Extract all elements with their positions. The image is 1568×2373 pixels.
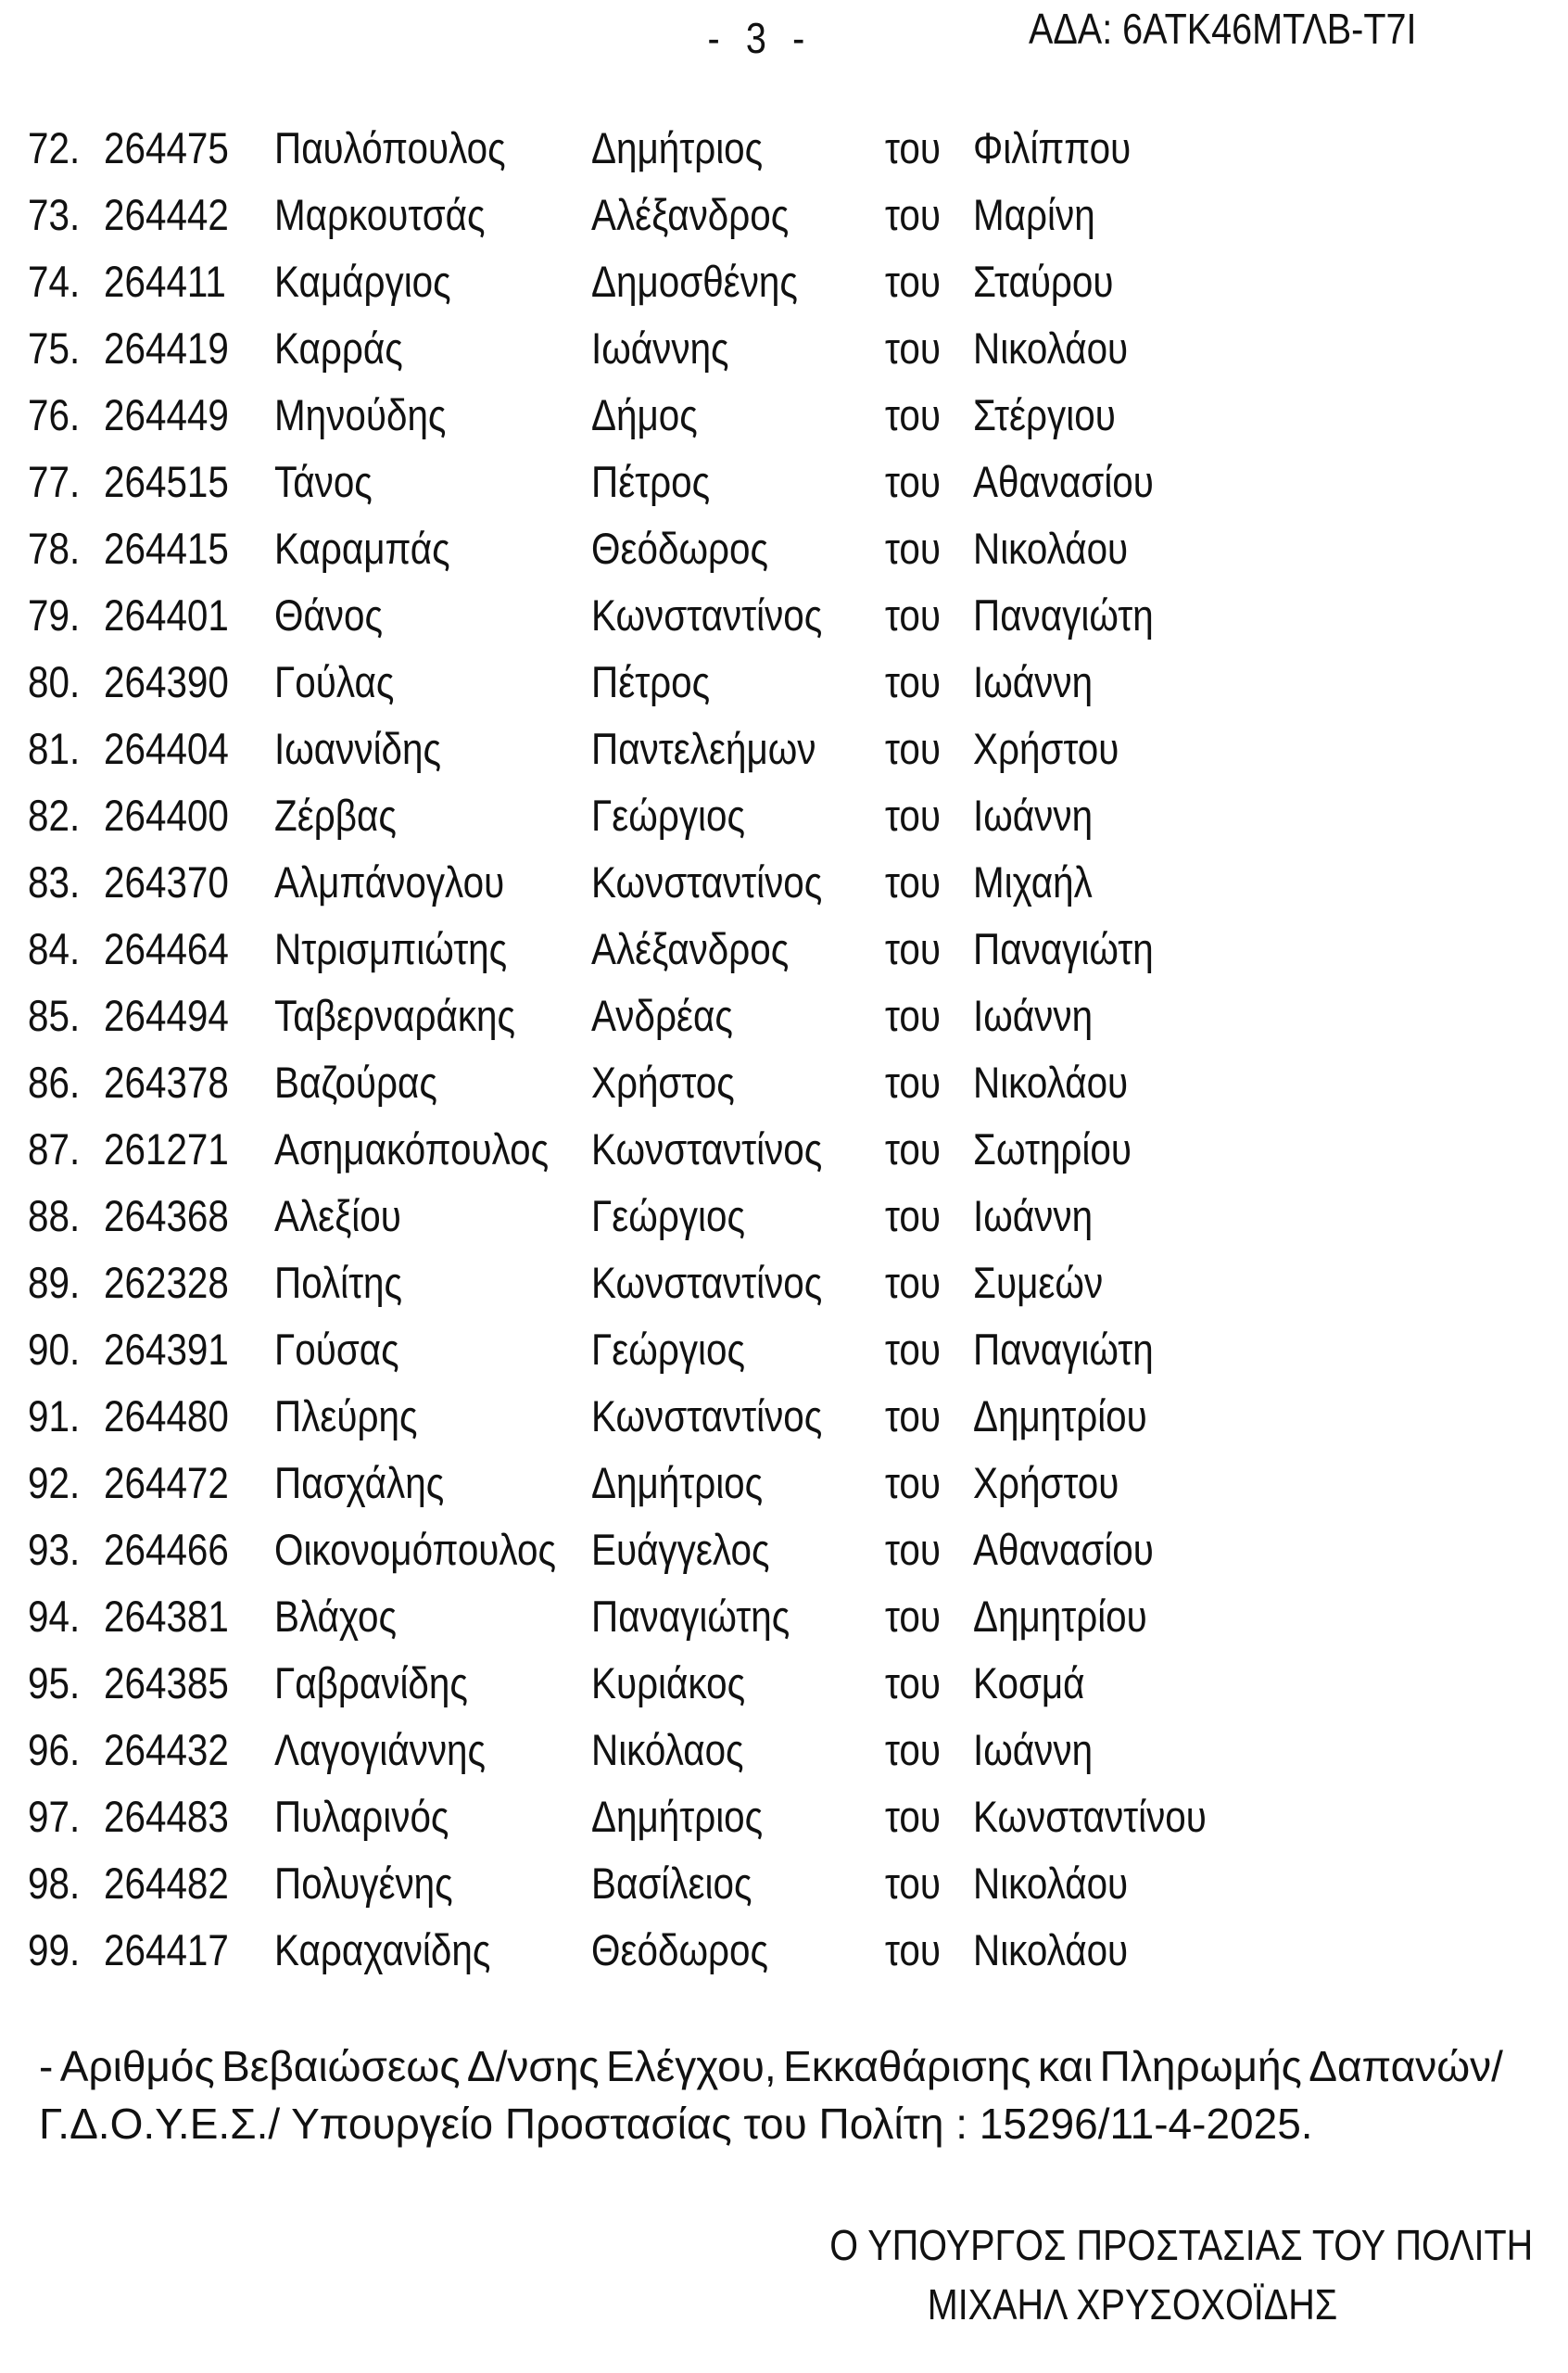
list-item bbox=[0, 1316, 1568, 1383]
row-number: 79. bbox=[28, 590, 81, 640]
signatory-name: ΜΙΧΑΗΛ ΧΡΥΣΟΧΟΪΔΗΣ bbox=[927, 2280, 1338, 2329]
registry-id: 264385 bbox=[104, 1658, 229, 1707]
first-name: Θεόδωρος bbox=[591, 1925, 768, 1974]
note-word: Δαπανών/ bbox=[1309, 2042, 1503, 2090]
personnel-list bbox=[0, 115, 1568, 1984]
row-number: 83. bbox=[28, 857, 81, 907]
registry-id: 264432 bbox=[104, 1725, 229, 1774]
list-item bbox=[0, 315, 1568, 382]
row-number: 87. bbox=[28, 1124, 81, 1174]
tou-word: του bbox=[885, 1725, 941, 1774]
row-number: 73. bbox=[28, 190, 81, 239]
certification-note bbox=[39, 2037, 1503, 2152]
registry-id: 261271 bbox=[104, 1124, 229, 1174]
list-item bbox=[0, 1783, 1568, 1850]
father-name: Ιωάννη bbox=[973, 791, 1094, 840]
first-name: Πέτρος bbox=[591, 457, 711, 506]
surname: Καμάργιος bbox=[274, 257, 451, 306]
father-name: Νικολάου bbox=[973, 524, 1129, 573]
list-item bbox=[0, 1383, 1568, 1450]
row-number: 88. bbox=[28, 1191, 81, 1240]
list-item bbox=[0, 1650, 1568, 1717]
first-name: Δημήτριος bbox=[591, 1458, 764, 1507]
row-number: 92. bbox=[28, 1458, 81, 1507]
registry-id: 264404 bbox=[104, 724, 229, 773]
row-number: 72. bbox=[28, 123, 81, 172]
surname: Γούσας bbox=[274, 1325, 399, 1374]
first-name: Πέτρος bbox=[591, 657, 711, 706]
registry-id: 264378 bbox=[104, 1058, 229, 1107]
surname: Τάνος bbox=[274, 457, 373, 506]
father-name: Μιχαήλ bbox=[973, 857, 1093, 907]
list-item bbox=[0, 1917, 1568, 1984]
surname: Λαγογιάννης bbox=[274, 1725, 486, 1774]
registry-id: 264515 bbox=[104, 457, 229, 506]
first-name: Παναγιώτης bbox=[591, 1592, 790, 1641]
surname: Οικονομόπουλος bbox=[274, 1525, 556, 1574]
registry-id: 264400 bbox=[104, 791, 229, 840]
note-line-2: Γ.Δ.Ο.Υ.Ε.Σ./ Υπουργείο Προστασίας του Πολίτη : 15296/11-4-2025. bbox=[39, 2100, 1313, 2148]
first-name: Δήμος bbox=[591, 390, 698, 439]
father-name: Σταύρου bbox=[973, 257, 1114, 306]
note-line-1 bbox=[39, 2037, 1503, 2095]
father-name: Νικολάου bbox=[973, 1859, 1129, 1908]
father-name: Ιωάννη bbox=[973, 1191, 1094, 1240]
surname: Παυλόπουλος bbox=[274, 123, 506, 172]
tou-word: του bbox=[885, 924, 941, 973]
surname: Αλεξίου bbox=[274, 1191, 401, 1240]
tou-word: του bbox=[885, 1859, 941, 1908]
surname: Βαζούρας bbox=[274, 1058, 437, 1107]
row-number: 84. bbox=[28, 924, 81, 973]
list-item bbox=[0, 1183, 1568, 1250]
row-number: 77. bbox=[28, 457, 81, 506]
surname: Καραχανίδης bbox=[274, 1925, 491, 1974]
surname: Ιωαννίδης bbox=[274, 724, 442, 773]
registry-id: 264417 bbox=[104, 1925, 229, 1974]
first-name: Γεώργιος bbox=[591, 1191, 745, 1240]
tou-word: του bbox=[885, 1258, 941, 1307]
tou-word: του bbox=[885, 1391, 941, 1440]
father-name: Δημητρίου bbox=[973, 1592, 1147, 1641]
first-name: Κωνσταντίνος bbox=[591, 857, 823, 907]
row-number: 94. bbox=[28, 1592, 81, 1641]
row-number: 85. bbox=[28, 991, 81, 1040]
father-name: Παναγιώτη bbox=[973, 590, 1154, 640]
tou-word: του bbox=[885, 1058, 941, 1107]
tou-word: του bbox=[885, 1658, 941, 1707]
note-word: Βεβαιώσεως bbox=[221, 2042, 461, 2090]
surname: Γαβρανίδης bbox=[274, 1658, 468, 1707]
registry-id: 264494 bbox=[104, 991, 229, 1040]
row-number: 98. bbox=[28, 1859, 81, 1908]
first-name: Νικόλαος bbox=[591, 1725, 744, 1774]
father-name: Αθανασίου bbox=[973, 457, 1154, 506]
tou-word: του bbox=[885, 390, 941, 439]
registry-id: 264483 bbox=[104, 1792, 229, 1841]
row-number: 81. bbox=[28, 724, 81, 773]
list-item bbox=[0, 115, 1568, 182]
registry-id: 264442 bbox=[104, 190, 229, 239]
surname: Μηνούδης bbox=[274, 390, 447, 439]
father-name: Φιλίππου bbox=[973, 123, 1132, 172]
tou-word: του bbox=[885, 657, 941, 706]
tou-word: του bbox=[885, 1792, 941, 1841]
list-item bbox=[0, 582, 1568, 649]
row-number: 91. bbox=[28, 1391, 81, 1440]
first-name: Κωνσταντίνος bbox=[591, 1391, 823, 1440]
list-item bbox=[0, 1850, 1568, 1917]
registry-id: 264368 bbox=[104, 1191, 229, 1240]
registry-id: 264466 bbox=[104, 1525, 229, 1574]
surname: Πολίτης bbox=[274, 1258, 403, 1307]
list-item bbox=[0, 1583, 1568, 1650]
registry-id: 262328 bbox=[104, 1258, 229, 1307]
first-name: Αλέξανδρος bbox=[591, 190, 790, 239]
tou-word: του bbox=[885, 1925, 941, 1974]
registry-id: 264391 bbox=[104, 1325, 229, 1374]
surname: Θάνος bbox=[274, 590, 383, 640]
list-item bbox=[0, 983, 1568, 1049]
row-number: 75. bbox=[28, 324, 81, 373]
first-name: Ιωάννης bbox=[591, 324, 729, 373]
surname: Πολυγένης bbox=[274, 1859, 453, 1908]
tou-word: του bbox=[885, 190, 941, 239]
father-name: Χρήστου bbox=[973, 724, 1119, 773]
list-item bbox=[0, 382, 1568, 449]
surname: Πασχάλης bbox=[274, 1458, 445, 1507]
list-item bbox=[0, 449, 1568, 515]
first-name: Κωνσταντίνος bbox=[591, 590, 823, 640]
list-item bbox=[0, 1250, 1568, 1316]
row-number: 74. bbox=[28, 257, 81, 306]
registry-id: 264411 bbox=[104, 257, 226, 306]
signatory-title: Ο ΥΠΟΥΡΓΟΣ ΠΡΟΣΤΑΣΙΑΣ ΤΟΥ ΠΟΛΙΤΗ bbox=[829, 2221, 1534, 2269]
note-word: - bbox=[39, 2042, 54, 2090]
father-name: Παναγιώτη bbox=[973, 1325, 1154, 1374]
father-name: Ιωάννη bbox=[973, 991, 1094, 1040]
first-name: Κωνσταντίνος bbox=[591, 1124, 823, 1174]
note-word: Εκκαθάρισης bbox=[783, 2042, 1031, 2090]
registry-id: 264401 bbox=[104, 590, 229, 640]
note-word: Ελέγχου, bbox=[606, 2042, 777, 2090]
first-name: Κυριάκος bbox=[591, 1658, 746, 1707]
list-item bbox=[0, 1116, 1568, 1183]
surname: Καραμπάς bbox=[274, 524, 450, 573]
ada-code: ΑΔΑ: 6ΑΤΚ46ΜΤΛΒ-Τ7Ι bbox=[1029, 5, 1417, 53]
tou-word: του bbox=[885, 590, 941, 640]
first-name: Αλέξανδρος bbox=[591, 924, 790, 973]
row-number: 97. bbox=[28, 1792, 81, 1841]
tou-word: του bbox=[885, 324, 941, 373]
first-name: Δημήτριος bbox=[591, 123, 764, 172]
note-word: Πληρωμής bbox=[1099, 2042, 1302, 2090]
row-number: 90. bbox=[28, 1325, 81, 1374]
surname: Πυλαρινός bbox=[274, 1792, 449, 1841]
row-number: 78. bbox=[28, 524, 81, 573]
tou-word: του bbox=[885, 991, 941, 1040]
father-name: Στέργιου bbox=[973, 390, 1116, 439]
tou-word: του bbox=[885, 1325, 941, 1374]
note-word: Αριθμός bbox=[59, 2042, 215, 2090]
surname: Γούλας bbox=[274, 657, 395, 706]
surname: Ντρισμπιώτης bbox=[274, 924, 508, 973]
surname: Καρράς bbox=[274, 324, 403, 373]
first-name: Βασίλειος bbox=[591, 1859, 752, 1908]
tou-word: του bbox=[885, 1191, 941, 1240]
list-item bbox=[0, 649, 1568, 716]
note-word: Δ/νσης bbox=[466, 2042, 600, 2090]
father-name: Κοσμά bbox=[973, 1658, 1085, 1707]
first-name: Δημήτριος bbox=[591, 1792, 764, 1841]
list-item bbox=[0, 1717, 1568, 1783]
surname: Βλάχος bbox=[274, 1592, 398, 1641]
note-word: και bbox=[1037, 2042, 1094, 2090]
registry-id: 264390 bbox=[104, 657, 229, 706]
father-name: Παναγιώτη bbox=[973, 924, 1154, 973]
father-name: Νικολάου bbox=[973, 1058, 1129, 1107]
tou-word: του bbox=[885, 457, 941, 506]
list-item bbox=[0, 1516, 1568, 1583]
registry-id: 264419 bbox=[104, 324, 229, 373]
father-name: Χρήστου bbox=[973, 1458, 1119, 1507]
registry-id: 264464 bbox=[104, 924, 229, 973]
father-name: Δημητρίου bbox=[973, 1391, 1147, 1440]
row-number: 96. bbox=[28, 1725, 81, 1774]
first-name: Θεόδωρος bbox=[591, 524, 768, 573]
father-name: Νικολάου bbox=[973, 1925, 1129, 1974]
first-name: Παντελεήμων bbox=[591, 724, 816, 773]
registry-id: 264381 bbox=[104, 1592, 229, 1641]
list-item bbox=[0, 1450, 1568, 1516]
first-name: Ανδρέας bbox=[591, 991, 733, 1040]
row-number: 86. bbox=[28, 1058, 81, 1107]
row-number: 80. bbox=[28, 657, 81, 706]
registry-id: 264449 bbox=[104, 390, 229, 439]
row-number: 76. bbox=[28, 390, 81, 439]
surname: Ταβερναράκης bbox=[274, 991, 515, 1040]
tou-word: του bbox=[885, 1124, 941, 1174]
registry-id: 264415 bbox=[104, 524, 229, 573]
row-number: 99. bbox=[28, 1925, 81, 1974]
registry-id: 264472 bbox=[104, 1458, 229, 1507]
list-item bbox=[0, 182, 1568, 248]
list-item bbox=[0, 782, 1568, 849]
page-number: - 3 - bbox=[707, 14, 813, 62]
registry-id: 264480 bbox=[104, 1391, 229, 1440]
list-item bbox=[0, 515, 1568, 582]
first-name: Δημοσθένης bbox=[591, 257, 798, 306]
father-name: Κωνσταντίνου bbox=[973, 1792, 1207, 1841]
tou-word: του bbox=[885, 1458, 941, 1507]
first-name: Χρήστος bbox=[591, 1058, 735, 1107]
signature-block bbox=[780, 2215, 1534, 2334]
tou-word: του bbox=[885, 524, 941, 573]
surname: Αλμπάνογλου bbox=[274, 857, 505, 907]
registry-id: 264475 bbox=[104, 123, 229, 172]
first-name: Ευάγγελος bbox=[591, 1525, 770, 1574]
tou-word: του bbox=[885, 724, 941, 773]
row-number: 82. bbox=[28, 791, 81, 840]
father-name: Αθανασίου bbox=[973, 1525, 1154, 1574]
father-name: Μαρίνη bbox=[973, 190, 1095, 239]
row-number: 89. bbox=[28, 1258, 81, 1307]
father-name: Σωτηρίου bbox=[973, 1124, 1132, 1174]
father-name: Ιωάννη bbox=[973, 657, 1094, 706]
first-name: Γεώργιος bbox=[591, 1325, 745, 1374]
row-number: 93. bbox=[28, 1525, 81, 1574]
tou-word: του bbox=[885, 123, 941, 172]
surname: Πλεύρης bbox=[274, 1391, 418, 1440]
surname: Μαρκουτσάς bbox=[274, 190, 486, 239]
list-item bbox=[0, 716, 1568, 782]
father-name: Νικολάου bbox=[973, 324, 1129, 373]
surname: Ασημακόπουλος bbox=[274, 1124, 550, 1174]
father-name: Ιωάννη bbox=[973, 1725, 1094, 1774]
list-item bbox=[0, 248, 1568, 315]
surname: Ζέρβας bbox=[274, 791, 397, 840]
list-item bbox=[0, 916, 1568, 983]
registry-id: 264370 bbox=[104, 857, 229, 907]
first-name: Γεώργιος bbox=[591, 791, 745, 840]
father-name: Συμεών bbox=[973, 1258, 1104, 1307]
list-item bbox=[0, 1049, 1568, 1116]
list-item bbox=[0, 849, 1568, 916]
first-name: Κωνσταντίνος bbox=[591, 1258, 823, 1307]
tou-word: του bbox=[885, 257, 941, 306]
tou-word: του bbox=[885, 1592, 941, 1641]
row-number: 95. bbox=[28, 1658, 81, 1707]
tou-word: του bbox=[885, 791, 941, 840]
registry-id: 264482 bbox=[104, 1859, 229, 1908]
tou-word: του bbox=[885, 1525, 941, 1574]
tou-word: του bbox=[885, 857, 941, 907]
